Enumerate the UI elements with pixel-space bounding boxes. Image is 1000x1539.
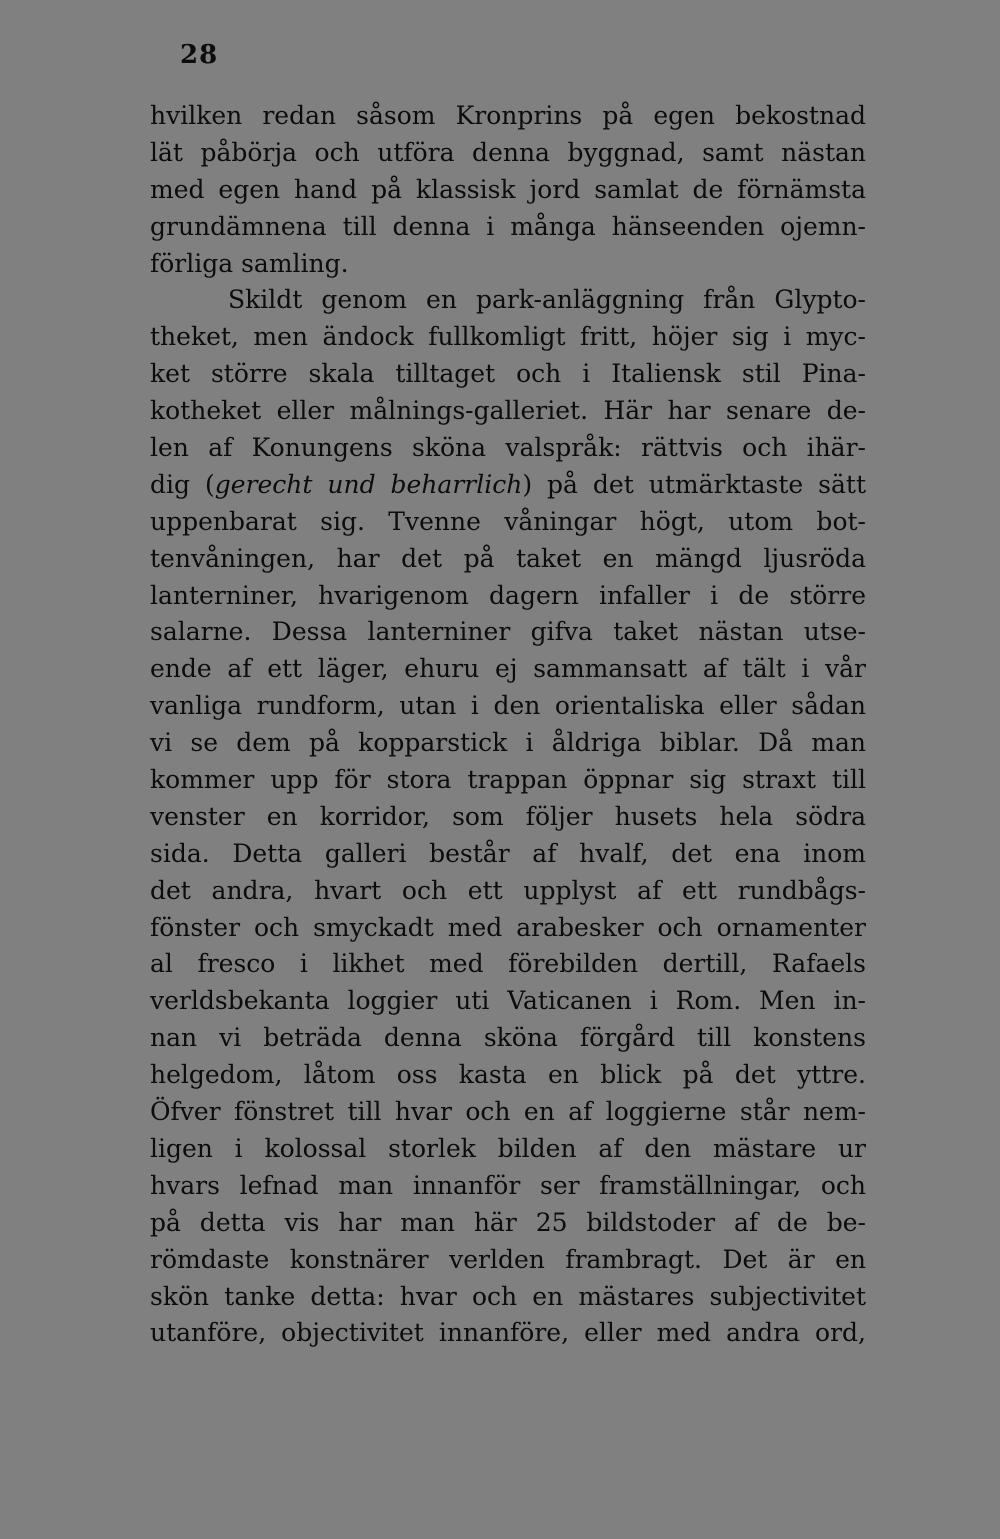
italic-phrase: gerecht und beharrlich [214,469,523,499]
page-number: 28 [180,40,219,70]
text-line: salarne. Dessa lanterniner gifva taket nästan utse- [150,617,866,647]
text-line: len af Konungens sköna valspråk: rättvis och ihär- [150,433,866,463]
text-line: lanterniner, hvarigenom dagern infaller i de större [150,580,866,610]
text-line: ligen i kolossal storlek bilden af den mästare ur [150,1133,866,1163]
text-line: vi se dem på kopparstick i åldriga biblar. Då man [150,728,866,758]
text-line: helgedom, låtom oss kasta en blick på det yttre. [150,1060,866,1090]
text-line: kotheket eller målnings-galleriet. Här har senare de- [150,396,866,426]
text-line: al fresco i likhet med förebilden dertill, Rafaels [150,949,866,979]
text-line: fönster och smyckadt med arabesker och ornamenter [150,912,866,942]
text-line: utanföre, objectivitet innanföre, eller med andra ord, [150,1318,866,1348]
text-line: verldsbekanta loggier uti Vaticanen i Rom. Men in- [150,986,866,1016]
text-line: tenvåningen, har det på taket en mängd ljusröda [150,543,866,573]
text-line: Skildt genom en park-anläggning från Glypto- [228,285,866,315]
text-line: grundämnena till denna i många hänseenden ojemn- [150,211,866,241]
text-line: hvilken redan såsom Kronprins på egen bekostnad [150,101,866,130]
text-line: nan vi beträda denna sköna förgård till konstens [150,1023,866,1053]
text-line: ket större skala tilltaget och i Italiensk stil Pina- [150,359,866,389]
text-line: lät påbörja och utföra denna byggnad, samt nästan [150,137,866,167]
text-line: med egen hand på klassisk jord samlat de förnämsta [150,174,866,204]
text-segment: dig ( [150,469,215,499]
text-line: ende af ett läger, ehuru ej sammansatt af tält i vår [150,654,866,684]
text-line: det andra, hvart och ett upplyst af ett rundbågs- [150,875,866,905]
body-text [150,98,866,1352]
text-segment: ) på det utmärktaste sätt [522,469,866,499]
text-line: theket, men ändock fullkomligt fritt, höjer sig i myc- [150,322,866,352]
text-line: skön tanke detta: hvar och en mästares subjectivitet [150,1281,866,1311]
text-line: römdaste konstnärer verlden frambragt. Det är en [150,1244,866,1274]
text-line: på detta vis har man här 25 bildstoder af de be- [150,1207,866,1237]
text-line: vanliga rundform, utan i den orientaliska eller sådan [150,691,866,721]
text-line: uppenbarat sig. Tvenne våningar högt, utom bot- [150,506,866,536]
text-line: förliga samling. [150,248,349,278]
text-line [150,467,866,504]
text-line: venster en korridor, som följer husets hela södra [150,801,866,831]
text-line: hvars lefnad man innanför ser framställningar, och [150,1170,866,1200]
text-line: kommer upp för stora trappan öppnar sig straxt till [150,765,866,795]
text-line: sida. Detta galleri består af hvalf, det ena inom [150,838,866,868]
text-line: Öfver fönstret till hvar och en af loggierne står nem- [150,1097,866,1127]
